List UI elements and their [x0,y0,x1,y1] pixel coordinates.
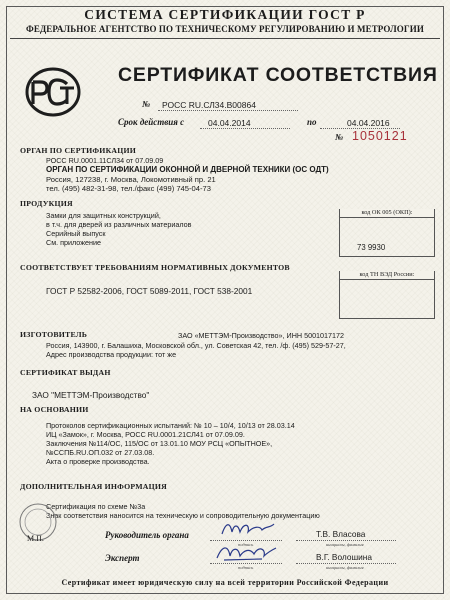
reg-number-label: № [142,99,151,109]
product-heading: ПРОДУКЦИЯ [20,199,73,208]
cert-body-line-3: Россия, 127238, г. Москва, Локомотивный пр. 21 [46,175,216,184]
head-name-line [296,540,396,541]
validity-label: Срок действия с [118,117,185,127]
manufacturer-production-address: Адрес производства продукции: тот же [46,350,177,359]
basis-heading: НА ОСНОВАНИИ [20,405,89,414]
gost-r-certification-mark-icon [24,66,82,118]
issued-to-name: ЗАО "МЕТТЭМ-Производство" [32,390,150,400]
validity-notice: Сертификат имеет юридическую силу на всей территории Российской Федерации [61,578,389,587]
tnved-code-box [339,271,435,319]
issued-to-heading: СЕРТИФИКАТ ВЫДАН [20,368,111,377]
basis-line-3: Заключения №114/ОС, 115/ОС от 13.01.10 МОУ РСЦ «ОПЫТНОЕ», [46,439,273,448]
expert-label: Эксперт [105,553,140,563]
reg-number-value: РОСС RU.СЛ34.В00864 [162,100,256,110]
head-name: Т.В. Власова [316,529,366,539]
compliance-heading: СООТВЕТСТВУЕТ ТРЕБОВАНИЯМ НОРМАТИВНЫХ ДОКУМЕНТОВ [20,263,290,272]
compliance-standards: ГОСТ Р 52582-2006, ГОСТ 5089-2011, ГОСТ 538-2001 [46,286,253,296]
expert-name-line [296,563,396,564]
cert-body-heading: ОРГАН ПО СЕРТИФИКАЦИИ [20,146,137,155]
head-name-caption: инициалы, фамилия [326,542,364,547]
cert-body-line-2: ОРГАН ПО СЕРТИФИКАЦИИ ОКОННОЙ И ДВЕРНОЙ ТЕХНИКИ (ОС ОДТ) [46,165,329,174]
head-signature-caption: подпись [238,542,254,547]
agency-title: ФЕДЕРАЛЬНОЕ АГЕНТСТВО ПО ТЕХНИЧЕСКОМУ РЕГУЛИРОВАНИЮ И МЕТРОЛОГИИ [26,24,424,34]
basis-line-2: ИЦ «Замок», г. Москва, РОСС RU.0001.21СЛ41 от 07.09.09. [46,430,245,439]
blank-number-value: 1050121 [352,129,408,143]
head-signature-icon [220,518,276,540]
okp-code-value: 73 9930 [357,243,386,252]
manufacturer-heading: ИЗГОТОВИТЕЛЬ [20,330,88,339]
header-divider [10,38,440,39]
basis-line-5: Акта о проверке производства. [46,457,150,466]
expert-signature-icon [214,540,278,564]
stamp-label: М.П. [27,534,44,543]
manufacturer-address: Россия, 143900, г. Балашиха, Московской обл., ул. Советская 42, тел. /ф. (495) 529-57-27, [46,341,346,350]
basis-line-1: Протоколов сертификационных испытаний: № 10 – 10/4, 10/13 от 28.03.14 [46,421,295,430]
basis-line-4: №ССПБ.RU.ОП.032 от 27.03.08. [46,448,155,457]
manufacturer-name: ЗАО «МЕТТЭМ-Производство», ИНН 5001017172 [178,331,345,340]
cert-body-line-4: тел. (495) 482-31-98, тел./факс (499) 745-04-73 [46,184,211,193]
additional-line-2: Знак соответствия наносится на техническую и сопроводительную документацию [46,511,320,520]
additional-line-1: Сертификация по схеме №3а [46,502,146,511]
valid-to-label: по [307,117,317,127]
tnved-code-label: код ТН ВЭД России: [340,271,434,280]
additional-info-heading: ДОПОЛНИТЕЛЬНАЯ ИНФОРМАЦИЯ [20,482,167,491]
product-line-4: См. приложение [46,238,102,247]
system-title: СИСТЕМА СЕРТИФИКАЦИИ ГОСТ Р [84,7,366,22]
okp-code-box [339,209,435,257]
valid-from-underline [200,128,290,129]
reg-number-underline [158,110,298,111]
product-line-3: Серийный выпуск [46,229,106,238]
expert-signature-caption: подпись [238,565,254,570]
okp-code-label: код ОК 005 (ОКП): [340,209,434,218]
product-line-2: в т.ч. для дверей из различных материалов [46,220,192,229]
product-line-1: Замки для защитных конструкций, [46,211,161,220]
valid-from-date: 04.04.2014 [208,118,251,128]
cert-body-line-1: РОСС RU.0001.11СЛ34 от 07.09.09 [46,156,164,165]
head-of-body-label: Руководитель органа [105,530,189,540]
blank-number-label: № [335,132,344,142]
expert-name-caption: инициалы, фамилия [326,565,364,570]
valid-to-date: 04.04.2016 [347,118,390,128]
certificate-title: СЕРТИФИКАТ СООТВЕТСТВИЯ [118,64,438,86]
expert-name: В.Г. Волошина [316,552,372,562]
